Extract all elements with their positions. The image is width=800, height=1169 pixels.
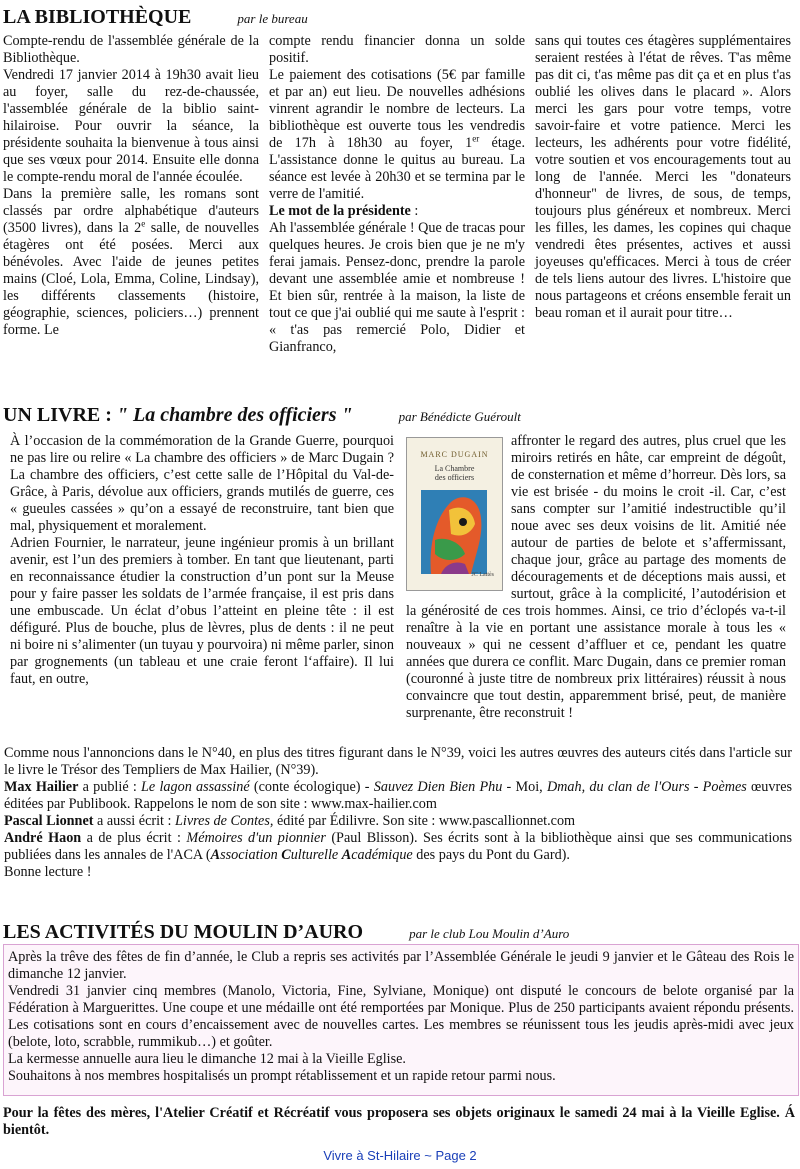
book-title: Livres de Contes, <box>175 813 274 829</box>
paragraph <box>4 779 792 813</box>
text-run: (conte écologique) - <box>249 779 374 795</box>
cover-title-line: des officiers <box>434 473 475 482</box>
book-title: Sauvez Dien Bien Phu <box>373 779 503 795</box>
text-run: cadémique <box>351 847 413 863</box>
page-footer: Vivre à St-Hilaire ~ Page 2 <box>323 1148 477 1163</box>
book-cover-image <box>406 437 503 591</box>
cover-author: MARC DUGAIN <box>420 450 489 459</box>
bibliotheque-header <box>3 6 308 29</box>
paragraph <box>4 830 792 864</box>
bibliotheque-title: LA BIBLIOTHÈQUE <box>3 6 192 28</box>
paragraph <box>3 186 259 339</box>
author-name: Pascal Lionnet <box>4 813 94 829</box>
paragraph: compte rendu financier donna un solde positif. <box>269 33 525 66</box>
text-run: salle, de nouvelles étagères ont été posées. Merci aux bénévoles. Avec l'aide de jeunes petites mains (Cloé, Lola, Emma, Coline, Lindsay), les différents classements (histoire, géographie, sciences, policiers…) prennent forme. Le <box>3 220 259 338</box>
bibliotheque-column-1 <box>3 33 259 356</box>
initial: A <box>210 847 221 863</box>
text-run: ulturelle <box>290 847 342 863</box>
bibliotheque-column-3 <box>535 33 791 356</box>
paragraph: Comme nous l'annoncions dans le N°40, en plus des titres figurant dans le N°39, voici les autres œuvres des auteurs cités dans l'article sur le livre le Trésor des Templiers de Max Hailier, (N°39). <box>4 745 792 778</box>
text-run: : <box>410 203 419 219</box>
livre-title-prefix: UN LIVRE : <box>3 404 117 426</box>
paragraph: affronter le regard des autres, plus cruel que les miroirs retirés en hâte, car empreint de dégoût, de consternation et même d’horreur. Dès lors, sa vie est brisée - du moins le croit -il. Car, c’est sans compter sur l’amitié indestructible qu’il noue avec ses deux voisins de lit. Amitié née autour de parties de belote et s’affermissant, chaque jour, grâce au partage des moments de découragements et de déceptions mais aussi, et surtout, grâce à la complicité, l’autodérision et la générosité de ces trois hommes. Ainsi, ce trio d’éclopés va-t-il renaître à la vie en portant une assistance morale à tous les « nouveaux » qui ne cessent d’affluer et ce, pendant les quatre années que durera ce conflit. Marc Dugain, dans ce premier roman (couronné à juste titre de nombreux prix littéraires) réussit à nous convaincre que tout destin, apparemment brisé, peut, de manière surprenante, être reconstruit ! <box>406 433 786 721</box>
livre-column-left <box>10 433 394 688</box>
book-title: Dmah, du clan de l'Ours - Poèmes <box>546 779 747 795</box>
livre-byline: par Bénédicte Guéroult <box>398 409 521 424</box>
bibliotheque-column-2 <box>269 33 525 356</box>
paragraph: sans qui toutes ces étagères supplémentaires seraient restées à l'état de rêves. T'as même pas dit ci, t'as même pas dit ça et en plus t'as oublié les olives dans le placard ». Alors merci les gars pour votre temps, votre savoir-faire et votre patience. Merci les lecteurs, les adhérents pour votre fidélité, votre soutien et vos encouragements tout au long de l'année. Merci les "donateurs d'honneur" de livres, de sous, de temps, toujours plus généreux et nombreux. Merci les filles, les dames, les copines qui chaque vendredi êtes présentes, actives et aussi joyeuses qu'efficaces. Merci à tous de créer de tels liens autour des livres. L'histoire que nous partageons et créons ensemble ferait un beau roman et il aurait pour titre… <box>535 33 791 321</box>
livre-header <box>3 404 521 427</box>
paragraph: Compte-rendu de l'assemblée générale de la Bibliothèque. <box>3 33 259 66</box>
paragraph: Souhaitons à nos membres hospitalisés un prompt rétablissement et un rapide retour parmi nous. <box>8 1068 556 1084</box>
aca-name <box>211 847 413 863</box>
text-run: Le paiement des cotisations (5€ par famille et par an) eut lieu. De nouvelles adhésions vinrent agrandir le nombre de lecteurs. La bibliothèque est ouverte tous les vendredis de 17h à 18h30 au foyer, 1 <box>269 67 525 151</box>
livre-title-book: " La chambre des officiers " <box>116 404 353 426</box>
moulin-box <box>3 944 799 1096</box>
initial: A <box>341 847 352 863</box>
paragraph <box>269 67 525 203</box>
moulin-byline: par le club Lou Moulin d’Auro <box>409 926 570 941</box>
text-run: des pays du Pont du Gard). <box>412 847 570 863</box>
author-name: Max Hailier <box>4 779 79 795</box>
cover-title-line: La Chambre <box>434 464 475 473</box>
text-run: œuvres éditées par Publibook. Rappelons le nom de son site : www.max-hailier.com <box>4 779 793 812</box>
paragraph: Ah l'assemblée générale ! Que de tracas pour quelques heures. Je crois bien que je ne m'y ferai jamais. Pensez-donc, prendre la parole devant une assemblée amie et nombreuse ! Et bien sûr, rentrée à la maison, la liste de tout ce que j'ai oublié qui me saute à l'esprit : « t'as pas remercié Polo, Didier et Gianfranco, <box>269 220 525 355</box>
text-run: a de plus écrit : <box>81 830 187 846</box>
cover-face-illustration <box>421 490 487 574</box>
bibliotheque-byline: par le bureau <box>237 11 308 26</box>
text-run: édité par Édilivre. Son site : www.pascallionnet.com <box>273 813 576 829</box>
text-run: - Moi, <box>502 779 547 795</box>
text-run: a aussi écrit : <box>93 813 176 829</box>
paragraph <box>4 813 792 830</box>
cover-publisher: JC Lattès <box>471 572 494 578</box>
superscript: e <box>141 218 146 229</box>
text-run: Dans la première salle, les romans sont classés par ordre alphabétique d'auteurs (3500 livres), dans la 2 <box>3 186 259 236</box>
bibliotheque-columns <box>3 33 796 356</box>
cover-title <box>407 464 502 482</box>
livre-column-right <box>406 433 786 722</box>
text-run: ssociation <box>220 847 282 863</box>
text-run: a publié : <box>78 779 142 795</box>
paragraph: Adrien Fournier, le narrateur, jeune ingénieur promis à un brillant avenir, est l’un des premiers à tomber. En tant que lieutenant, parti en reconnaissance étudier la construction d’un pont sur la Meuse pour y faire passer les soldats de l’armée française, il est pris dans une embuscade. Un éclat d’obus l’atteint en pleine tête : il est défiguré. Plus de bouche, plus de lèvres, plus de dents : il ne peut ni boire ni s’alimenter (un tuyau y pourvoira) ni même parler, sinon par grognements (un tableau et une craie feront l‘affaire). Il lui faut, en outre, <box>10 535 394 687</box>
fetes-announcement: Pour la fêtes des mères, l'Atelier Créatif et Récréatif vous proposera ses objets originaux le samedi 24 mai à la Vieille Eglise. Á bientôt. <box>3 1105 795 1138</box>
initial: C <box>281 847 291 863</box>
author-name: André Haon <box>4 830 82 846</box>
moulin-title: LES ACTIVITÉS DU MOULIN D’AURO <box>3 921 364 943</box>
paragraph: À l’occasion de la commémoration de la Grande Guerre, pourquoi ne pas lire ou relire « La chambre des officiers » de Marc Dugain ? La chambre des officiers, c’est cette salle de l’Hôpital du Val-de-Grâce, à Paris, dévolue aux officiers, grands mutilés de guerre, ces « gueules cassées » qu’on a essayé de reconstruire, tant bien que mal, physiquement et moralement. <box>10 433 394 534</box>
presidente-heading: Le mot de la présidente <box>269 203 411 219</box>
paragraph <box>269 203 525 220</box>
paragraph: Après la trêve des fêtes de fin d’année, le Club a repris ses activités par l’Assemblée Générale le jeudi 9 janvier et le Gâteau des Rois le dimanche 12 janvier. <box>8 949 794 982</box>
moulin-header <box>3 921 569 944</box>
paragraph: Vendredi 17 janvier 2014 à 19h30 avait lieu au foyer, salle du rez-de-chaussée, l'assemblée générale de la biblio saint-hilairoise. Pour ouvrir la séance, la présidente souhaita la bienvenue à tous ainsi que ses vœux pour 2014. Ensuite elle donna le compte-rendu moral de l'année écoulée. <box>3 67 259 185</box>
paragraph: Bonne lecture ! <box>4 864 92 880</box>
book-title: Mémoires d'un pionnier <box>186 830 326 846</box>
superscript: er <box>472 133 480 144</box>
text-run: étage. L'assistance donne le quitus au bureau. La séance est levée à 20h30 et se termina par le verre de l'amitié. <box>269 135 525 202</box>
book-title: Le lagon assassiné <box>141 779 250 795</box>
paragraph: La kermesse annuelle aura lieu le dimanche 12 mai à la Vieille Eglise. <box>8 1051 406 1067</box>
paragraph: Vendredi 31 janvier cinq membres (Manolo, Victoria, Fine, Sylviane, Monique) ont disputé le concours de belote organisé par la Fédération à Marguerittes. Une coupe et une médaille ont été remportées par Monique. Plus de 250 participants avaient répondu présents. Les cotisations sont en cours d’encaissement avec de nouvelles cartes. Les membres se réunissent tous les jeudis après-midi avec jeux (belote, loto, scrabble, rummikub…) et goûter. <box>8 983 794 1050</box>
text-run: (Paul Blisson). Ses écrits sont à la bibliothèque ainsi que ses communications publiées dans les annales de l'ACA ( <box>4 830 792 863</box>
auteurs-section <box>4 745 792 881</box>
